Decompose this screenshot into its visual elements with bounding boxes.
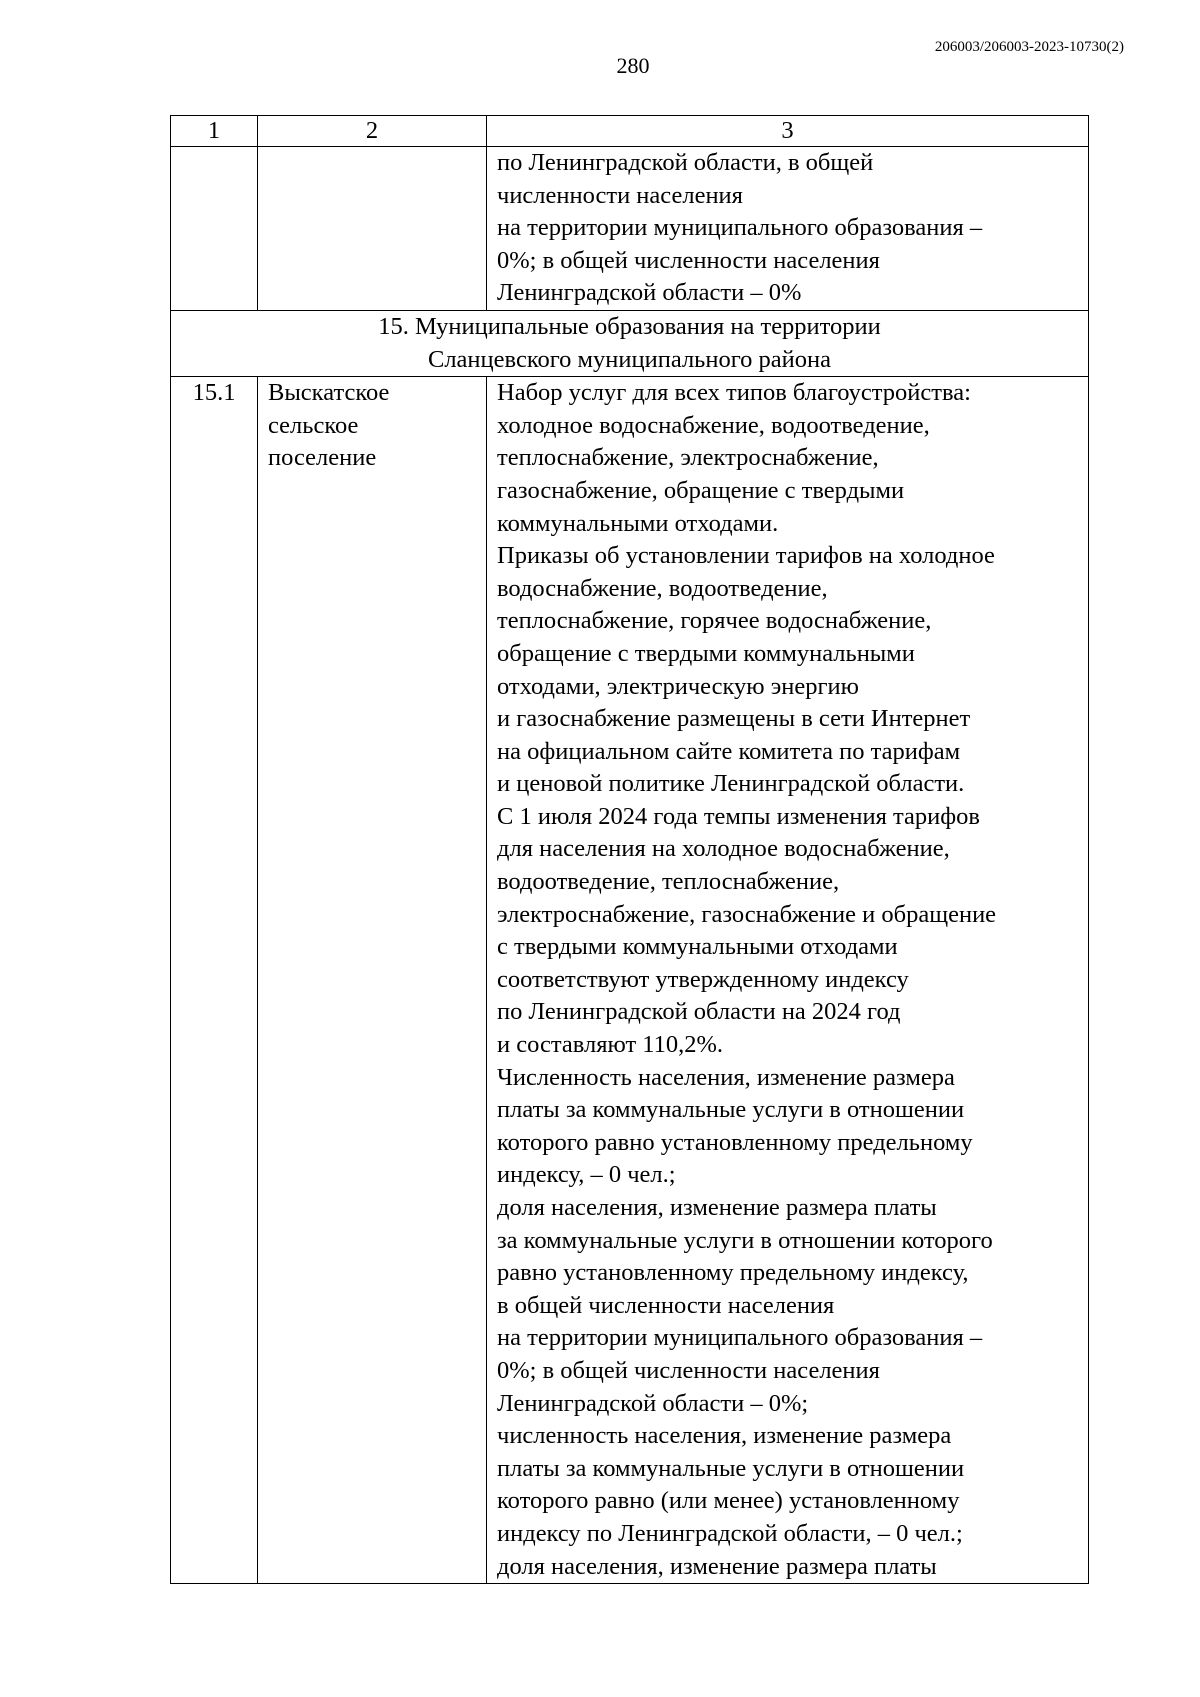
text-line: электроснабжение, газоснабжение и обращение: [497, 900, 997, 928]
text-line: Ленинградской области – 0%;: [497, 1389, 809, 1417]
continuation-cell-number: [171, 147, 258, 311]
text-line: за коммунальные услуги в отношении которого: [497, 1226, 993, 1254]
text-line: отходами, электрическую энергию: [497, 672, 859, 700]
text-line: коммунальными отходами.: [497, 509, 779, 537]
column-header-2: 2: [258, 116, 487, 147]
table-row-15-1: [171, 377, 1089, 1584]
section-heading-line: Сланцевского муниципального района: [427, 345, 831, 373]
text-line: численности населения: [497, 181, 743, 209]
text-line: по Ленинградской области на 2024 год: [497, 998, 901, 1026]
text-line: теплоснабжение, горячее водоснабжение,: [497, 607, 932, 635]
text-line: в общей численности населения: [497, 1291, 835, 1319]
page-number: 280: [616, 53, 650, 78]
section-heading-line: 15. Муниципальные образования на территории: [378, 312, 881, 340]
text-line: доля населения, изменение размера платы: [497, 1194, 937, 1221]
text-line: и составляют 110,2%.: [497, 1031, 724, 1059]
text-line: С 1 июля 2024 года темпы изменения тарифов: [497, 802, 980, 830]
text-line: Численность населения, изменение размера: [497, 1063, 955, 1091]
text-line: численность населения, изменение размера: [497, 1422, 952, 1450]
text-line: водоснабжение, водоотведение,: [497, 574, 828, 602]
text-line: холодное водоснабжение, водоотведение,: [497, 411, 930, 439]
column-header-1: 1: [171, 116, 258, 147]
text-line: индексу по Ленинградской области, – 0 чел.;: [497, 1519, 963, 1547]
continuation-cell-name: [258, 147, 487, 311]
text-line: доля населения, изменение размера платы: [497, 1552, 937, 1580]
municipality-name: [258, 377, 487, 1584]
table-header-row: [171, 116, 1089, 147]
text-line: обращение с твердыми коммунальными: [497, 639, 915, 667]
text-line: Приказы об установлении тарифов на холодное: [497, 542, 995, 570]
data-table: [170, 115, 1089, 1584]
text-line: водоотведение, теплоснабжение,: [497, 868, 840, 896]
text-line: которого равно установленному предельному: [497, 1128, 973, 1156]
text-line: газоснабжение, обращение с твердыми: [497, 476, 905, 504]
text-line: на официальном сайте комитета по тарифам: [497, 737, 961, 765]
text-line: 0%; в общей численности населения: [497, 1356, 880, 1384]
text-line: с твердыми коммунальными отходами: [497, 933, 898, 961]
document-id: 206003/206003-2023-10730(2): [934, 39, 1124, 55]
text-line: по Ленинградской области, в общей: [497, 149, 874, 176]
continuation-cell-content: [487, 147, 1089, 311]
text-line: и газоснабжение размещены в сети Интернет: [497, 705, 971, 733]
text-line: Ленинградской области – 0%: [497, 279, 802, 307]
text-line: для населения на холодное водоснабжение,: [497, 835, 950, 863]
text-line: Набор услуг для всех типов благоустройства:: [497, 379, 971, 407]
text-line: соответствуют утвержденному индексу: [497, 965, 909, 993]
table-section-row: [171, 310, 1089, 376]
text-line: на территории муниципального образования –: [497, 1324, 983, 1352]
name-line: сельское: [268, 411, 359, 439]
text-line: 0%; в общей численности населения: [497, 246, 880, 274]
text-line: которого равно (или менее) установленному: [497, 1487, 960, 1515]
table-row-continuation: [171, 147, 1089, 311]
text-line: платы за коммунальные услуги в отношении: [497, 1096, 965, 1124]
row-content: [487, 377, 1089, 1584]
row-number: 15.1: [171, 377, 258, 1584]
text-line: и ценовой политике Ленинградской области.: [497, 770, 965, 798]
section-heading: [171, 310, 1089, 376]
text-line: на территории муниципального образования –: [497, 214, 983, 242]
text-line: теплоснабжение, электроснабжение,: [497, 444, 879, 472]
text-line: равно установленному предельному индексу,: [497, 1259, 969, 1287]
text-line: индексу, – 0 чел.;: [497, 1161, 676, 1189]
name-line: Выскатское: [268, 379, 390, 407]
name-line: поселение: [268, 444, 377, 472]
column-header-3: 3: [487, 116, 1089, 147]
text-line: платы за коммунальные услуги в отношении: [497, 1454, 965, 1482]
